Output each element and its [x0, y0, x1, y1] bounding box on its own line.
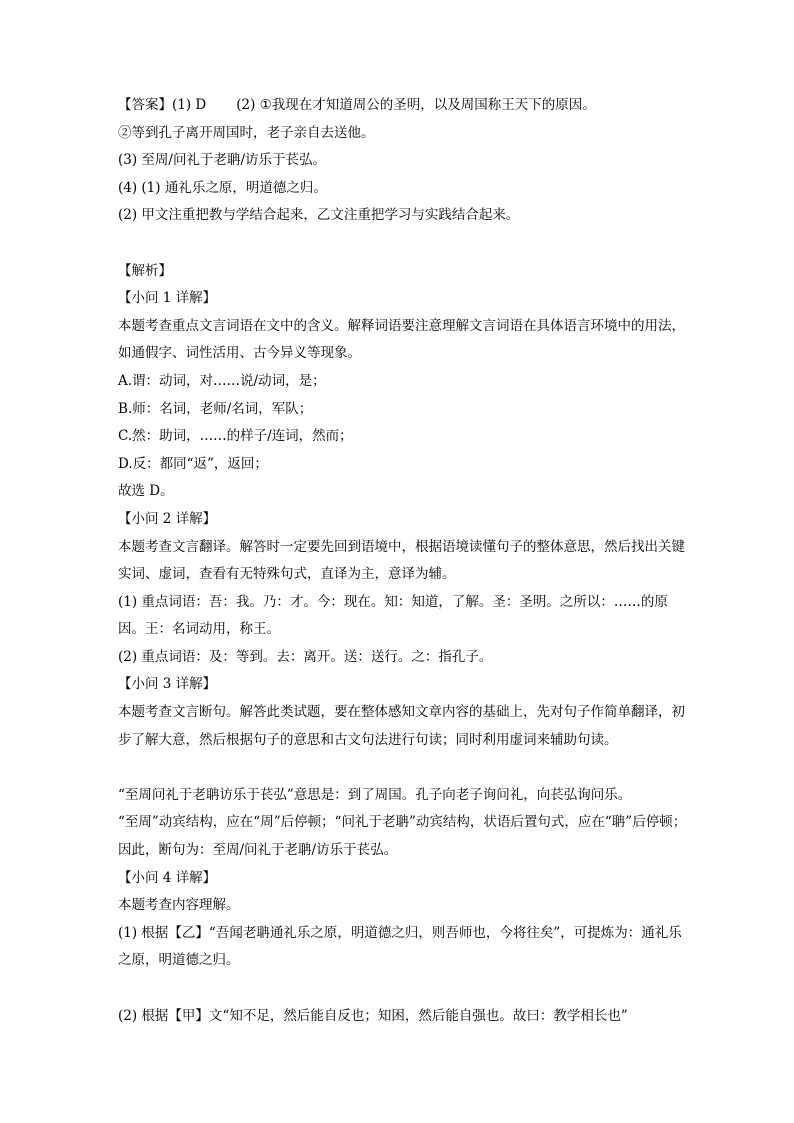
q3-heading: 【小问 3 详解】 — [118, 676, 217, 693]
q1-option-d: D.反：都同“返”，返回； — [118, 455, 268, 472]
q4-heading: 【小问 4 详解】 — [118, 869, 217, 886]
q3-point-1: “至周问礼于老聃访乐于苌弘”意思是：到了周国。孔子向老子询问礼，向苌弘询问乐。 — [118, 786, 632, 803]
q1-option-b: B.师：名词，老师/名词，军队； — [118, 400, 313, 417]
analysis-heading: 【解析】 — [118, 262, 172, 279]
q2-intro: 本题考查文言翻译。解答时一定要先回到语境中，根据语境读懂句子的整体意思，然后找出关键实词、虚词，查看有无特殊句式，直译为主，意译为辅。 — [118, 538, 685, 583]
answer-line-4: (4) (1) 通礼乐之原，明道德之归。 — [118, 179, 327, 196]
q4-intro: 本题考查内容理解。 — [118, 897, 240, 914]
answer-q2-part1: (2) ①我现在才知道周公的圣明，以及周国称王天下的原因。 — [236, 97, 596, 113]
q1-intro: 本题考查重点文言词语在文中的含义。解释词语要注意理解文言词语在具体语言环境中的用法，如通假字、词性活用、古今异义等现象。 — [118, 317, 685, 362]
q4-point-2: (2) 根据【甲】文“知不足，然后能自反也；知困，然后能自强也。故曰：教学相长也” — [118, 1007, 628, 1024]
q1-option-a: A.谓：动词，对……说/动词，是； — [118, 372, 326, 389]
q2-point-1: (1) 重点词语：吾：我。乃：才。今：现在。知：知道，了解。圣：圣明。之所以：……的原因。王：名词动用，称王。 — [118, 593, 668, 638]
q3-intro: 本题考查文言断句。解答此类试题，要在整体感知文章内容的基础上，先对句子作简单翻译，初步了解大意，然后根据句子的意思和古文句法进行句读；同时利用虚词来辅助句读。 — [118, 704, 685, 748]
q1-conclusion: 故选 D。 — [118, 483, 174, 500]
answer-line-2: ②等到孔子离开周国时，老子亲自去送他。 — [118, 124, 375, 141]
q1-heading: 【小问 1 详解】 — [118, 290, 217, 307]
q3-point-2: “至周”动宾结构，应在“周”后停顿；“问礼于老聃”动宾结构，状语后置句式，应在“聃”后停顿；因此，断句为：至周/问礼于老聃/访乐于苌弘。 — [118, 814, 687, 859]
q4-point-1: (1) 根据【乙】“吾闻老聃通礼乐之原，明道德之归，则吾师也，今将往矣”，可提炼为：通礼乐之原，明道德之归。 — [118, 924, 682, 969]
document-page — [118, 92, 688, 1030]
q1-option-c: C.然：助词，……的样子/连词，然而； — [118, 428, 353, 445]
answer-line-3: (3) 至周/问礼于老聃/访乐于苌弘。 — [118, 152, 327, 169]
q2-heading: 【小问 2 详解】 — [118, 510, 217, 527]
q2-point-2: (2) 重点词语：及：等到。去：离开。送：送行。之：指孔子。 — [118, 648, 493, 665]
answer-line-1 — [118, 92, 688, 120]
answer-line-5: (2) 甲文注重把教与学结合起来，乙文注重把学习与实践结合起来。 — [118, 207, 520, 224]
answer-q1: 【答案】(1) D — [118, 97, 207, 113]
